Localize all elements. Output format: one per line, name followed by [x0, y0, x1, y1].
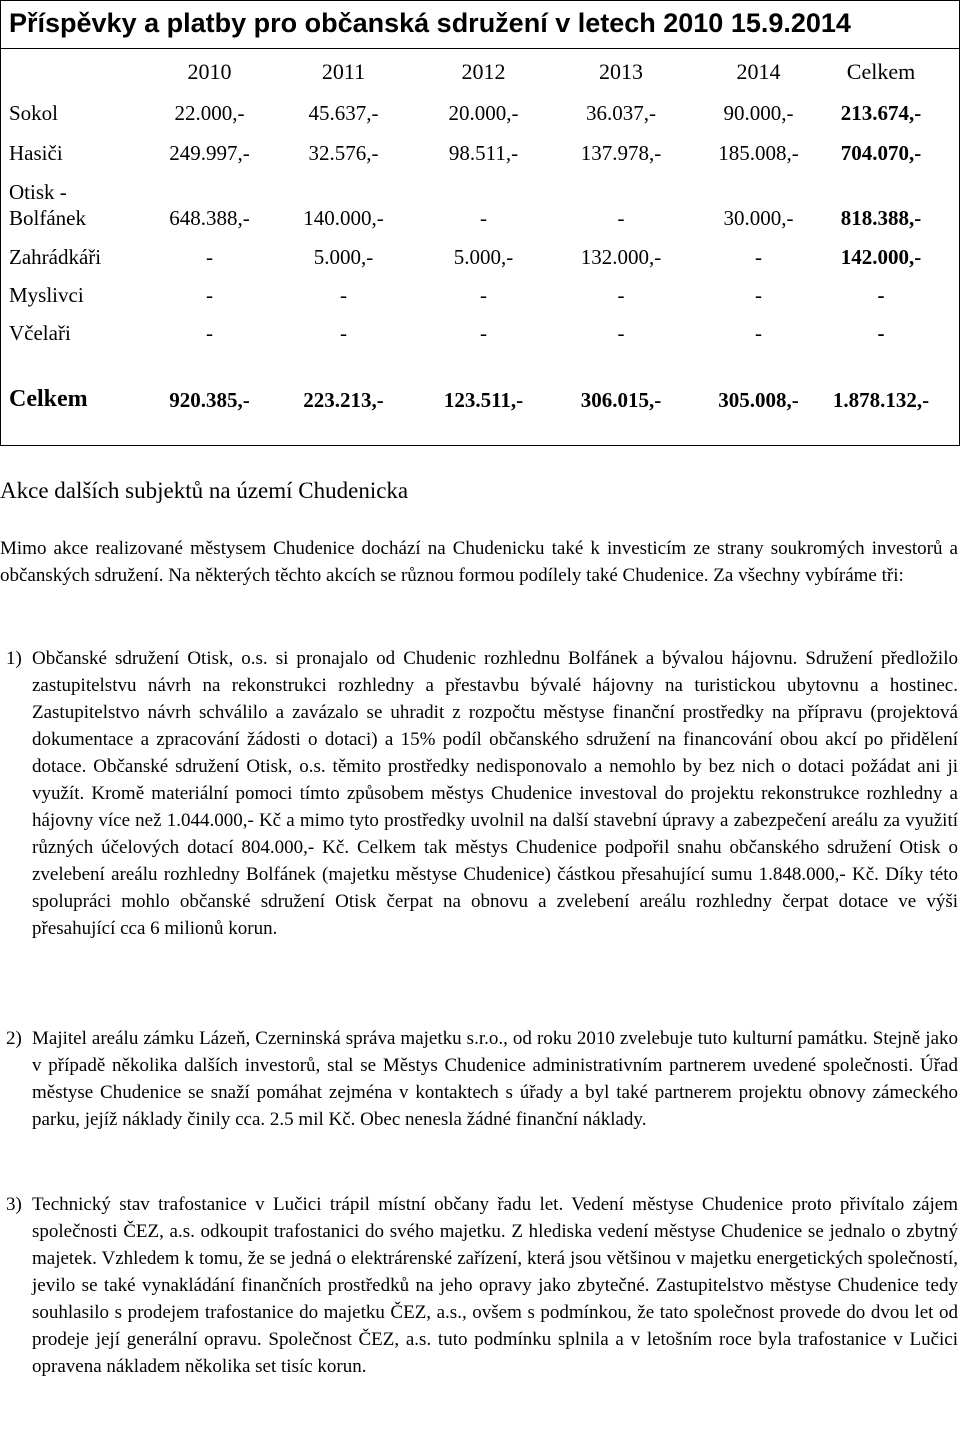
- row-label: Bolfánek: [9, 206, 86, 230]
- header-2011: 2011: [321, 59, 366, 84]
- list-item-text: Majitel areálu zámku Lázeň, Czerninská správa majetku s.r.o., od roku 2010 zvelebuje tuto kulturní památku. Stejně jako v případě několika dalších investorů, stal se Městys Chudenice administrativním partnerem uvedené společnosti. Úřad městyse Chudenice se snaží pomáhat zejména v kontaktech s úřady a byl také partnerem projektu obnovy zámeckého parku, jejíž náklady činily cca. 2.5 mil Kč. Obec nenesla žádné finanční náklady.: [32, 1028, 958, 1130]
- table-cell-total: 142.000,-: [840, 245, 922, 269]
- table-cell: -: [617, 321, 625, 345]
- table-cell-total: 213.674,-: [840, 101, 922, 125]
- table-cell: 137.978,-: [580, 141, 662, 165]
- table-cell: -: [617, 206, 625, 230]
- table-cell-total: -: [877, 321, 885, 345]
- row-label: Zahrádkáři: [9, 245, 102, 269]
- contributions-table: [0, 0, 960, 446]
- total-cell: 305.008,-: [718, 388, 799, 412]
- table-cell-total: -: [877, 283, 885, 307]
- header-2012: 2012: [461, 59, 506, 84]
- table-cell: -: [480, 283, 487, 307]
- table-cell: 5.000,-: [313, 245, 374, 269]
- table-cell: 36.037,-: [586, 101, 656, 125]
- table-title-row: [1, 1, 959, 49]
- table-title: Příspěvky a platby pro občanská sdružení v letech 2010 15.9.2014: [9, 8, 851, 38]
- total-cell: 123.511,-: [443, 388, 524, 412]
- list-item-number: 3): [6, 1194, 22, 1215]
- header-2014: 2014: [736, 59, 781, 84]
- list-item-text: Občanské sdružení Otisk, o.s. si pronajalo od Chudenic rozhlednu Bolfánek a bývalou hájovnu. Sdružení předložilo zastupitelstvu návrh na rekonstrukci rozhledny a přestavbu bývalé hájovny na turistickou ubytovnu a hostinec. Zastupitelstvo návrh schválilo a zavázalo se uhradit z rozpočtu městyse finanční prostředky na přípravu (projektová dokumentace a zpracování žádosti o dotaci) a 15% podíl občanského sdružení na financování obou akcí po přidělení dotace. Občanské sdružení Otisk, o.s. těmito prostředky nedisponovalo a nemohlo by bez nich o dotaci požádat ani ji využít. Kromě materiální pomoci tímto způsobem městys Chudenice investoval do projektu rekonstrukce rozhledny a hájovny více než 1.044.000,- Kč a mimo tyto prostředky uvolnil na další stavební úpravy a zabezpečení areálu za využití různých účelových dotací 804.000,- Kč. Celkem tak městys Chudenice podpořil snahu občanského sdružení Otisk o zvelebení areálu rozhledny Bolfánek (majetku městyse Chudenice) částkou přesahující sumu 1.848.000,- Kč. Díky této spolupráci mohlo občanské sdružení Otisk čerpat na obnovu a zvelebení areálu rozhledny čerpat dotace ve výši přesahující cca 6 milionů korun.: [32, 648, 958, 939]
- list-item-text: Technický stav trafostanice v Lučici trápil místní občany řadu let. Vedení městyse Chudenice proto přivítalo zájem společnosti ČEZ, a.s. odkoupit trafostanici do svého majetku. Z hlediska vedení městyse Chudenice se jednalo o zbytný majetek. Vzhledem k tomu, že se jedná o elektrárenské zařízení, která jsou většinou v majetku energetických společností, jevilo se také vynakládání finančních prostředků na jeho opravy jako zbytečné. Zastupitelstvo městyse Chudenice tedy souhlasilo s prodejem trafostanice do majetku ČEZ, a.s., ovšem s podmínkou, že tato společnost provede do dvou let od prodeje její generální opravu. Společnost ČEZ, a.s. tuto podmínku splnila a v letošním roce byla trafostanice v Lučici opravena nákladem několika set tisíc korun.: [32, 1194, 958, 1377]
- table-cell: 132.000,-: [580, 245, 662, 269]
- table-cell: -: [340, 321, 347, 345]
- table-cell-total: 818.388,-: [840, 206, 922, 230]
- row-label: Myslivci: [9, 283, 84, 307]
- total-cell: 306.015,-: [580, 388, 662, 412]
- list-item: [0, 1191, 958, 1380]
- list-item: [0, 1025, 958, 1133]
- row-label: Včelaři: [9, 321, 71, 345]
- list-item: [0, 645, 958, 942]
- total-label: Celkem: [9, 386, 88, 412]
- table-cell: -: [206, 245, 213, 269]
- total-cell: 920.385,-: [169, 388, 250, 412]
- section-heading: Akce dalších subjektů na území Chudenicka: [0, 478, 409, 503]
- row-label: Otisk -: [9, 180, 67, 204]
- intro-paragraph: Mimo akce realizované městysem Chudenice dochází na Chudenicku také k investicím ze strany soukromých investorů a občanských sdružení. Na některých těchto akcích se různou formou podílely také Chudenice. Za všechny vybíráme tři:: [0, 538, 958, 586]
- list-item-number: 2): [6, 1028, 22, 1049]
- header-2010: 2010: [187, 59, 232, 84]
- list-item-number: 1): [6, 648, 22, 669]
- table-cell: -: [755, 321, 762, 345]
- grand-total-cell: 1.878.132,-: [832, 388, 930, 412]
- table-cell: 185.008,-: [718, 141, 799, 165]
- header-2013: 2013: [599, 59, 643, 84]
- table-cell: 30.000,-: [723, 206, 794, 230]
- table-cell: -: [755, 245, 762, 269]
- table-cell: -: [206, 283, 213, 307]
- table-cell: 22.000,-: [174, 101, 245, 125]
- table-cell: 90.000,-: [723, 101, 794, 125]
- total-cell: 223.213,-: [303, 388, 384, 412]
- table-cell: 140.000,-: [303, 206, 384, 230]
- table-cell: -: [480, 206, 487, 230]
- table-cell: 249.997,-: [169, 141, 250, 165]
- table-cell: 32.576,-: [308, 141, 379, 165]
- table-cell: 45.637,-: [308, 101, 379, 125]
- table-cell: 98.511,-: [448, 141, 519, 165]
- row-label: Hasiči: [9, 141, 63, 165]
- table-cell: -: [480, 321, 487, 345]
- table-cell-total: 704.070,-: [840, 141, 922, 165]
- header-total: Celkem: [846, 59, 916, 84]
- table-cell: 648.388,-: [169, 206, 250, 230]
- table-cell: -: [206, 321, 213, 345]
- table-cell: 20.000,-: [448, 101, 519, 125]
- row-label: Sokol: [9, 101, 59, 125]
- table-cell: -: [617, 283, 625, 307]
- table-cell: -: [340, 283, 347, 307]
- table-cell: 5.000,-: [453, 245, 514, 269]
- table-cell: -: [755, 283, 762, 307]
